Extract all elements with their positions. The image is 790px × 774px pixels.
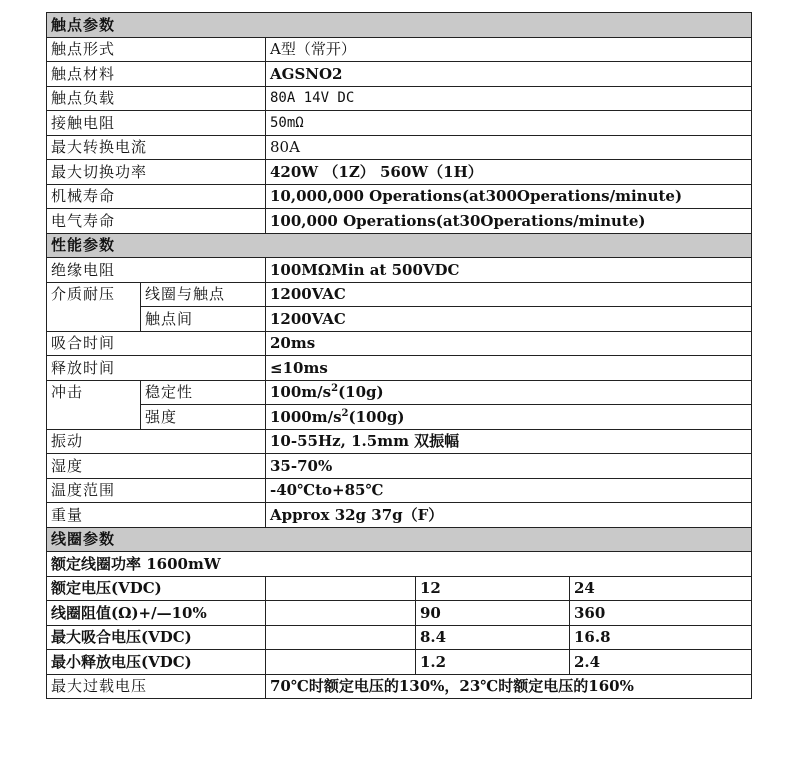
empty-cell	[266, 650, 416, 675]
section-title: 线圈参数	[47, 527, 752, 552]
row-label: 介质耐压	[47, 282, 141, 331]
row-value: Approx 32g 37g（F）	[266, 503, 752, 528]
spec-table	[46, 12, 752, 699]
row-value: 35-70%	[266, 454, 752, 479]
empty-cell	[266, 601, 416, 626]
row-label: 最大转换电流	[47, 135, 266, 160]
row-label: 触点材料	[47, 62, 266, 87]
row-label: 绝缘电阻	[47, 258, 266, 283]
value-tail: (10g)	[338, 383, 384, 402]
section-title: 触点参数	[47, 13, 752, 38]
table-row	[47, 209, 752, 234]
table-row	[47, 111, 752, 136]
row-sublabel: 稳定性	[141, 380, 266, 405]
row-label: 额定电压(VDC)	[47, 576, 266, 601]
value-exponent: 2	[331, 383, 339, 395]
table-row	[47, 429, 752, 454]
row-value: 80A	[266, 135, 752, 160]
table-row	[47, 37, 752, 62]
section-performance	[47, 233, 752, 258]
value-exponent: 2	[341, 407, 349, 419]
section-title: 性能参数	[47, 233, 752, 258]
table-row	[47, 601, 752, 626]
row-value: 360	[570, 601, 752, 626]
row-label: 最大切换功率	[47, 160, 266, 185]
row-label: 触点负载	[47, 86, 266, 111]
row-label: 振动	[47, 429, 266, 454]
empty-cell	[266, 576, 416, 601]
row-value: 100,000 Operations(at30Operations/minute)	[266, 209, 752, 234]
row-label: 湿度	[47, 454, 266, 479]
table-row	[47, 86, 752, 111]
row-label: 最大吸合电压(VDC)	[47, 625, 266, 650]
table-row	[47, 258, 752, 283]
table-row	[47, 307, 752, 332]
table-row	[47, 331, 752, 356]
row-sublabel: 线圈与触点	[141, 282, 266, 307]
row-value: 90	[416, 601, 570, 626]
row-value: 50mΩ	[266, 111, 752, 136]
row-value: 10,000,000 Operations(at300Operations/minute)	[266, 184, 752, 209]
row-sublabel: 触点间	[141, 307, 266, 332]
row-value: -40℃to+85℃	[266, 478, 752, 503]
row-value: 2.4	[570, 650, 752, 675]
row-value: 80A 14V DC	[266, 86, 752, 111]
row-value: 70℃时额定电压的130%，23℃时额定电压的160%	[266, 674, 752, 699]
table-row	[47, 625, 752, 650]
table-row	[47, 405, 752, 430]
table-row	[47, 380, 752, 405]
value-main: 100m/s	[270, 383, 332, 402]
row-value: 1200VAC	[266, 307, 752, 332]
row-value: ≤10ms	[266, 356, 752, 381]
table-row	[47, 503, 752, 528]
row-value: 1200VAC	[266, 282, 752, 307]
row-label: 电气寿命	[47, 209, 266, 234]
row-label: 重量	[47, 503, 266, 528]
row-label: 接触电阻	[47, 111, 266, 136]
row-value: 10-55Hz, 1.5mm 双振幅	[266, 429, 752, 454]
row-value: 420W （1Z） 560W（1H）	[266, 160, 752, 185]
table-row	[47, 356, 752, 381]
row-label: 温度范围	[47, 478, 266, 503]
row-value: 8.4	[416, 625, 570, 650]
row-value: 12	[416, 576, 570, 601]
row-value: A型（常开）	[266, 37, 752, 62]
row-label: 触点形式	[47, 37, 266, 62]
row-value: 24	[570, 576, 752, 601]
value-main: 1000m/s	[270, 407, 342, 426]
row-label: 吸合时间	[47, 331, 266, 356]
row-sublabel: 强度	[141, 405, 266, 430]
row-label: 释放时间	[47, 356, 266, 381]
table-row	[47, 478, 752, 503]
row-value: 100MΩMin at 500VDC	[266, 258, 752, 283]
value-tail: (100g)	[348, 407, 405, 426]
row-value: 1.2	[416, 650, 570, 675]
table-row	[47, 674, 752, 699]
table-row	[47, 650, 752, 675]
table-row	[47, 62, 752, 87]
section-coil	[47, 527, 752, 552]
table-row	[47, 184, 752, 209]
row-label: 线圈阻值(Ω)+/—10%	[47, 601, 266, 626]
table-row	[47, 160, 752, 185]
table-row	[47, 282, 752, 307]
row-label: 最大过载电压	[47, 674, 266, 699]
empty-cell	[266, 625, 416, 650]
row-label: 机械寿命	[47, 184, 266, 209]
row-label: 最小释放电压(VDC)	[47, 650, 266, 675]
table-row	[47, 135, 752, 160]
row-value: AGSNO2	[266, 62, 752, 87]
table-row	[47, 576, 752, 601]
row-value: 16.8	[570, 625, 752, 650]
row-label: 冲击	[47, 380, 141, 429]
row-value: 20ms	[266, 331, 752, 356]
coil-power: 额定线圈功率 1600mW	[47, 552, 752, 577]
table-row	[47, 552, 752, 577]
row-value	[266, 380, 752, 405]
table-row	[47, 454, 752, 479]
section-contact	[47, 13, 752, 38]
row-value	[266, 405, 752, 430]
